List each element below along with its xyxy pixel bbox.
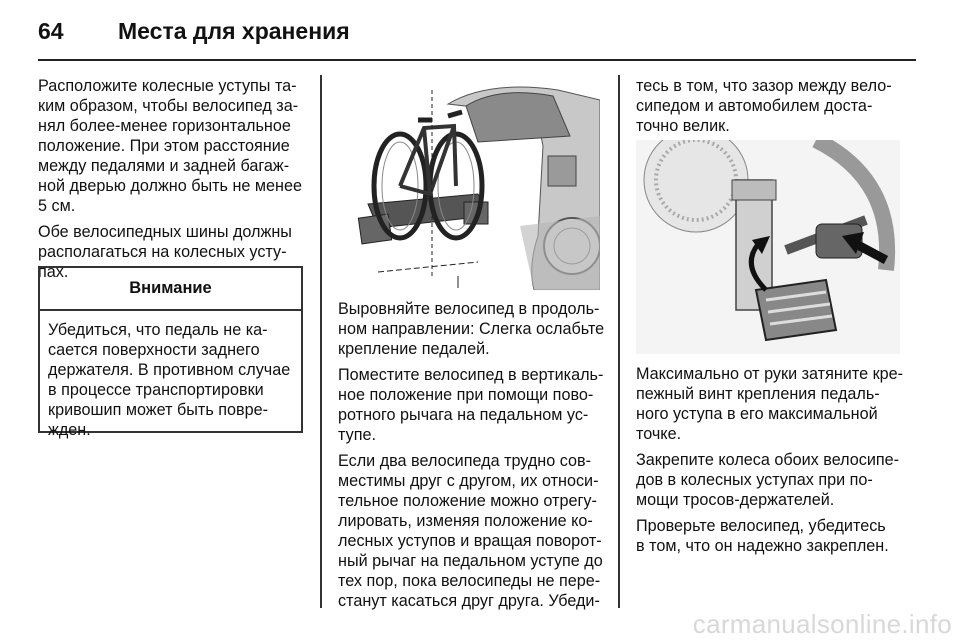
warning-title: Внимание (40, 268, 301, 311)
paragraph-align: Выровняйте велосипед в продоль- ном направлении: Слегка ослабьте крепление педалей. (338, 300, 605, 358)
pedal-clamp-closeup (636, 140, 900, 354)
paragraph-clearance: тесь в том, что зазор между вело- сипедом и автомобилем доста- точно велик. (636, 77, 892, 135)
header-rule (38, 59, 916, 61)
column-3 (636, 76, 908, 142)
column-divider-right (618, 75, 620, 608)
column-divider-left (320, 75, 322, 608)
warning-box (38, 266, 303, 439)
paragraph-vertical: Поместите велосипед в вертикаль- ное положение при помощи пово- ротного рычага на педальном ус- тупе. (338, 366, 604, 444)
page-number: 64 (38, 18, 64, 44)
paragraph-secure-wheels: Закрепите колеса обоих велосипе- дов в колесных уступах при по- мощи тросов-держателей. (636, 451, 900, 509)
column-1 (38, 76, 310, 288)
paragraph-tighten: Максимально от руки затяните кре- пежный винт крепления педаль- ного уступа в его максимальной точке. (636, 365, 904, 443)
paragraph-two-bikes: Если два велосипеда трудно сов- местимы друг с другом, их относи- тельное положение можно отрегу- лировать, изменяя положение ко- лесных уступов и вращая поворот- ный рычаг на педальном уступе до тех пор, пока велосипеды не пере- станут касаться друг друга. Убеди- (338, 452, 603, 610)
bike-on-car-illustration (338, 76, 600, 290)
watermark: carmanualsonline.info (692, 609, 952, 639)
column-2 (338, 299, 610, 617)
page-title: Места для хранения (118, 18, 350, 44)
paragraph-tyres: Обе велосипедных шины должны располагаться на колесных усту- пах. (38, 223, 292, 281)
paragraph-check: Проверьте велосипед, убедитесь в том, что он надежно закреплен. (636, 517, 889, 555)
column-3-lower (636, 364, 908, 562)
paragraph-placement: Расположите колесные уступы та- ким образом, чтобы велосипед за- нял более-менее горизонтальное положение. При этом расстояние между педалями и задней багаж- ной дверью должно быть не менее 5 см. (38, 77, 302, 215)
pedal-holder-illustration (636, 140, 900, 354)
warning-text: Убедиться, что педаль не ка- сается поверхности заднего держателя. В противном случае в процессе транспортировки кривошип может быть повре- жден. (48, 321, 291, 439)
bike-carrier-illustration (338, 76, 600, 290)
